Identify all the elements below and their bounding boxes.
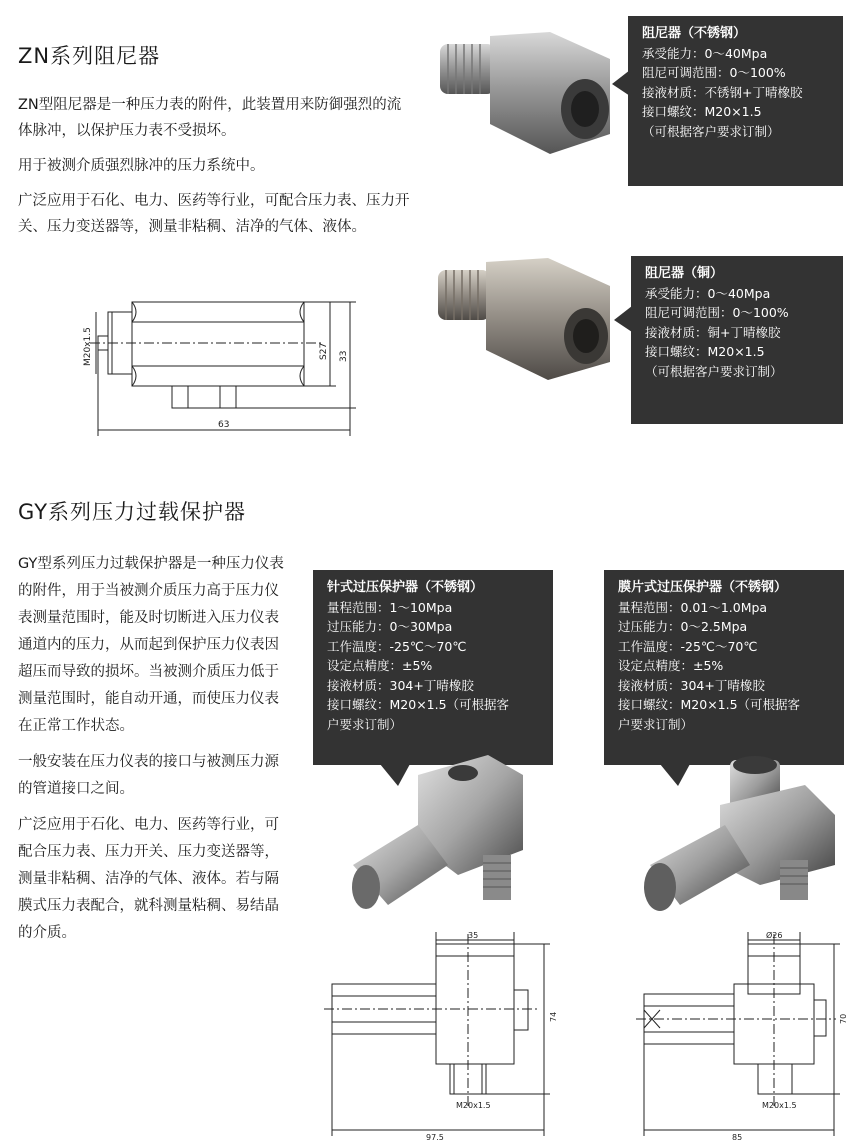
gy-diaphragm-top-label: Ø26 [766, 931, 783, 940]
gy-section-title: GY系列压力过载保护器 [18, 500, 247, 524]
zn-copper-spec-row: 承受能力：0～40Mpa [645, 285, 771, 301]
gy-diaphragm-spec-row: 接口螺纹：M20×1.5（可根据客 [618, 697, 801, 712]
gy-diaphragm-spec-box [604, 570, 844, 765]
callout-pointer [614, 306, 632, 332]
zn-technical-drawing [60, 290, 380, 450]
zn-stainless-spec-row: 接液材质：不锈钢+丁晴橡胶 [642, 84, 803, 100]
zn-copper-spec-row: 接液材质：铜+丁晴橡胶 [645, 324, 781, 340]
gy-diaphragm-spec-title: 膜片式过压保护器（不锈钢） [618, 580, 788, 595]
zn-height-label: 33 [339, 350, 349, 362]
callout-pointer [612, 70, 630, 96]
gy-paragraph-2: 一般安装在压力仪表的接口与被测压力源的管道接口之间。 [18, 754, 279, 797]
gy-needle-drawing [318, 930, 558, 1140]
zn-copper-spec-row: （可根据客户要求订制） [645, 363, 783, 379]
gy-needle-spec-title: 针式过压保护器（不锈钢） [327, 580, 484, 595]
zn-stainless-spec-title: 阻尼器（不锈钢） [642, 26, 747, 41]
gy-diaphragm-length-label: 85 [732, 1133, 743, 1140]
gy-diaphragm-spec-row: 工作温度：-25℃～70℃ [618, 638, 758, 654]
zn-s-label: S27 [319, 342, 329, 360]
gy-needle-thread-label: M20x1.5 [456, 1101, 491, 1110]
gy-needle-spec-row: 接液材质：304+丁晴橡胶 [327, 677, 474, 693]
gy-diaphragm-spec-row: 量程范围：0.01～1.0Mpa [618, 599, 768, 615]
zn-thread-label: M20x1.5 [83, 327, 93, 366]
zn-paragraph-3: 广泛应用于石化、电力、医药等行业，可配合压力表、压力开关、压力变送器等，测量非粘稠、洁净的气体、液体。 [18, 193, 410, 235]
gy-paragraph-3: 广泛应用于石化、电力、医药等行业，可配合压力表、压力开关、压力变送器等，测量非粘稠、洁净的气体、液体。若与隔膜式压力表配合，就科测量粘稠、易结晶的介质。 [18, 817, 279, 941]
gy-needle-spec-row: 工作温度：-25℃～70℃ [327, 638, 467, 654]
gy-needle-side-label: 74 [549, 1011, 558, 1022]
zn-paragraph-1: ZN型阻尼器是一种压力表的附件，此装置用来防御强烈的流体脉冲，以保护压力表不受损坏。 [18, 97, 402, 139]
gy-diaphragm-spec-row: 设定点精度：±5% [618, 658, 724, 673]
gy-needle-spec-row: 过压能力：0～30Mpa [327, 619, 453, 634]
zn-length-label: 63 [218, 420, 230, 430]
gy-needle-top-label: 35 [468, 931, 479, 940]
gy-description [18, 551, 292, 956]
zn-copper-spec-row: 阻尼可调范围：0～100% [645, 305, 789, 320]
gy-diaphragm-spec-row: 接液材质：304+丁晴橡胶 [618, 677, 765, 693]
zn-stainless-spec-box [628, 16, 843, 186]
gy-diaphragm-side-label: 70 [839, 1013, 848, 1024]
zn-stainless-spec-row: （可根据客户要求订制） [642, 123, 780, 139]
zn-description [18, 92, 413, 249]
gy-diaphragm-photo [630, 755, 840, 920]
zn-copper-photo [420, 238, 635, 388]
gy-paragraph-1: GY型系列压力过载保护器是一种压力仪表的附件，用于当被测介质压力高于压力仪表测量范围时，能及时切断进入压力仪表通道内的压力，从而起到保护压力仪表因超压而导致的损坏。当被测介质压力低于测量范围时，能自动开通，而使压力仪表在正常工作状态。 [18, 556, 284, 734]
zn-stainless-spec-row: 阻尼可调范围：0～100% [642, 65, 786, 80]
gy-needle-spec-row: 接口螺纹：M20×1.5（可根据客 [327, 697, 510, 712]
gy-needle-spec-row: 量程范围：1～10Mpa [327, 599, 453, 615]
gy-needle-spec-box [313, 570, 553, 765]
zn-stainless-spec-row: 接口螺纹：M20×1.5 [642, 104, 762, 119]
zn-copper-spec-title: 阻尼器（铜） [645, 266, 724, 281]
zn-stainless-spec-row: 承受能力：0～40Mpa [642, 45, 768, 61]
zn-copper-spec-box [631, 256, 843, 424]
gy-diaphragm-spec-row: 过压能力：0～2.5Mpa [618, 619, 748, 634]
gy-diaphragm-thread-label: M20x1.5 [762, 1101, 797, 1110]
gy-diaphragm-drawing [630, 930, 850, 1140]
gy-diaphragm-spec-row: 户要求订制） [618, 716, 694, 732]
zn-paragraph-2: 用于被测介质强烈脉冲的压力系统中。 [18, 158, 265, 174]
gy-needle-length-label: 97.5 [426, 1133, 444, 1140]
gy-needle-spec-row: 设定点精度：±5% [327, 658, 433, 673]
zn-stainless-photo [420, 14, 635, 164]
zn-section-title: ZN系列阻尼器 [18, 44, 161, 68]
gy-needle-photo [338, 755, 538, 920]
gy-needle-spec-row: 户要求订制） [327, 716, 403, 732]
zn-copper-spec-row: 接口螺纹：M20×1.5 [645, 344, 765, 359]
